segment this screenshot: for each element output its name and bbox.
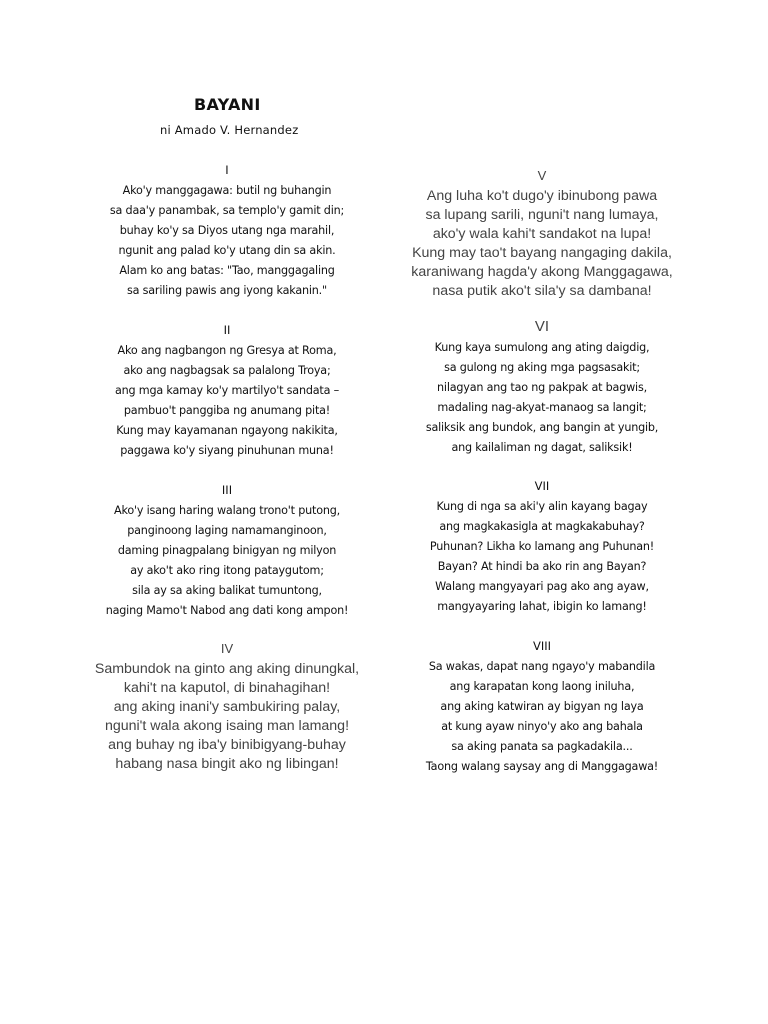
stanza-line: paggawa ko'y siyang pinuhunan muna!	[120, 444, 334, 457]
stanza-line: ang aking inani'y sambukiring palay,	[113, 699, 341, 715]
stanza-line: sila ay sa aking balikat tumuntong,	[132, 584, 322, 597]
stanza-line: habang nasa bingit ako ng libingan!	[115, 756, 339, 772]
stanza-7	[400, 478, 684, 617]
stanza-numeral: IV	[220, 641, 234, 656]
stanza-numeral: I	[225, 163, 229, 177]
stanza-line: ang aking katwiran ay bigyan ng laya	[440, 700, 644, 713]
stanza-line: Walang mangyayari pag ako ang ayaw,	[435, 580, 649, 593]
poem-author: ni Amado V. Hernandez	[160, 123, 299, 137]
stanza-numeral: III	[221, 483, 233, 497]
stanza-2	[86, 322, 368, 461]
stanza-line: madaling nag-akyat-manaog sa langit;	[437, 401, 647, 414]
stanza-line: mangyayaring lahat, ibigin ko lamang!	[437, 600, 647, 613]
stanza-line: kahi't na kaputol, di binahagihan!	[123, 680, 331, 696]
stanza-line: Sa wakas, dapat nang ngayo'y mabandila	[428, 660, 656, 673]
stanza-line: ang mga kamay ko'y martilyo't sandata –	[114, 384, 340, 397]
stanza-numeral: VII	[534, 479, 550, 493]
stanza-line: naging Mamo't Nabod ang dati kong ampon!	[105, 604, 349, 617]
stanza-line: ang kailaliman ng dagat, saliksik!	[451, 441, 633, 454]
stanza-line: Ako'y manggagawa: butil ng buhangin	[122, 184, 332, 197]
stanza-line: panginoong laging namamanginoon,	[127, 524, 327, 537]
stanza-line: ako ang nagbagsak sa palalong Troya;	[123, 364, 331, 377]
stanza-line: Kung di nga sa aki'y alin kayang bagay	[436, 500, 648, 513]
stanza-line: Ako ang nagbangon ng Gresya at Roma,	[117, 344, 337, 357]
stanza-numeral: II	[223, 323, 231, 337]
stanza-8	[400, 638, 684, 777]
stanza-line: Puhunan? Likha ko lamang ang Puhunan!	[429, 540, 655, 553]
left-column	[86, 0, 368, 1024]
stanza-line: sa lupang sarili, nguni't nang lumaya,	[425, 207, 659, 223]
stanza-line: buhay ko'y sa Diyos utang nga marahil,	[119, 224, 335, 237]
stanza-line: sa sariling pawis ang iyong kakanin."	[127, 284, 327, 297]
stanza-line: karaniwang hagda'y akong Manggagawa,	[411, 264, 673, 280]
stanza-line: Kung kaya sumulong ang ating daigdig,	[434, 341, 650, 354]
stanza-line: ang buhay ng iba'y binibigyang-buhay	[108, 737, 346, 753]
stanza-line: Sambundok na ginto ang aking dinungkal,	[94, 661, 360, 677]
stanza-line: sa gulong ng aking mga pagsasakit;	[444, 361, 640, 374]
right-column	[400, 0, 684, 1024]
stanza-line: at kung ayaw ninyo'y ako ang bahala	[441, 720, 643, 733]
stanza-numeral-wrap: VI	[534, 318, 550, 335]
stanza-line: daming pinagpalang binigyan ng milyon	[117, 544, 337, 557]
stanza-line: ay ako't ako ring itong pataygutom;	[130, 564, 324, 577]
stanza-6	[400, 318, 684, 458]
stanza-line: Taong walang saysay ang di Manggagawa!	[425, 760, 659, 773]
stanza-4	[86, 641, 368, 774]
stanza-line: ako'y wala kahi't sandakot na lupa!	[432, 226, 652, 242]
stanza-line: ngunit ang palad ko'y utang din sa akin.	[118, 244, 336, 257]
stanza-line: Ako'y isang haring walang trono't putong,	[114, 504, 340, 517]
stanza-line: Ang luha ko't dugo'y ibinubong pawa	[426, 188, 658, 204]
stanza-line: ang karapatan kong laong iniluha,	[449, 680, 635, 693]
stanza-line: Bayan? At hindi ba ako rin ang Bayan?	[437, 560, 647, 573]
stanza-line: Kung may tao't bayang nangaging dakila,	[412, 245, 672, 261]
stanza-line: Kung may kayamanan ngayong nakikita,	[116, 424, 338, 437]
stanza-line: Alam ko ang batas: "Tao, manggagaling	[119, 264, 335, 277]
stanza-line: sa daa'y panambak, sa templo'y gamit din;	[109, 204, 345, 217]
stanza-3	[86, 482, 368, 621]
stanza-numeral: V	[537, 168, 547, 183]
stanza-line: nilagyan ang tao ng pakpak at bagwis,	[437, 381, 647, 394]
stanza-line: saliksik ang bundok, ang bangin at yungib,	[425, 421, 659, 434]
stanza-line: nasa putik ako't sila'y sa dambana!	[432, 283, 652, 299]
stanza-numeral: VIII	[532, 639, 552, 653]
stanza-line: sa aking panata sa pagkadakila...	[451, 740, 633, 753]
stanza-line: pambuo't panggiba ng anumang pita!	[123, 404, 331, 417]
stanza-5	[400, 168, 684, 301]
stanza-line: ang magkakasigla at magkakabuhay?	[439, 520, 645, 533]
stanza-1	[86, 162, 368, 301]
stanza-line: nguni't wala akong isaing man lamang!	[104, 718, 350, 734]
poem-title: BAYANI	[194, 95, 261, 114]
